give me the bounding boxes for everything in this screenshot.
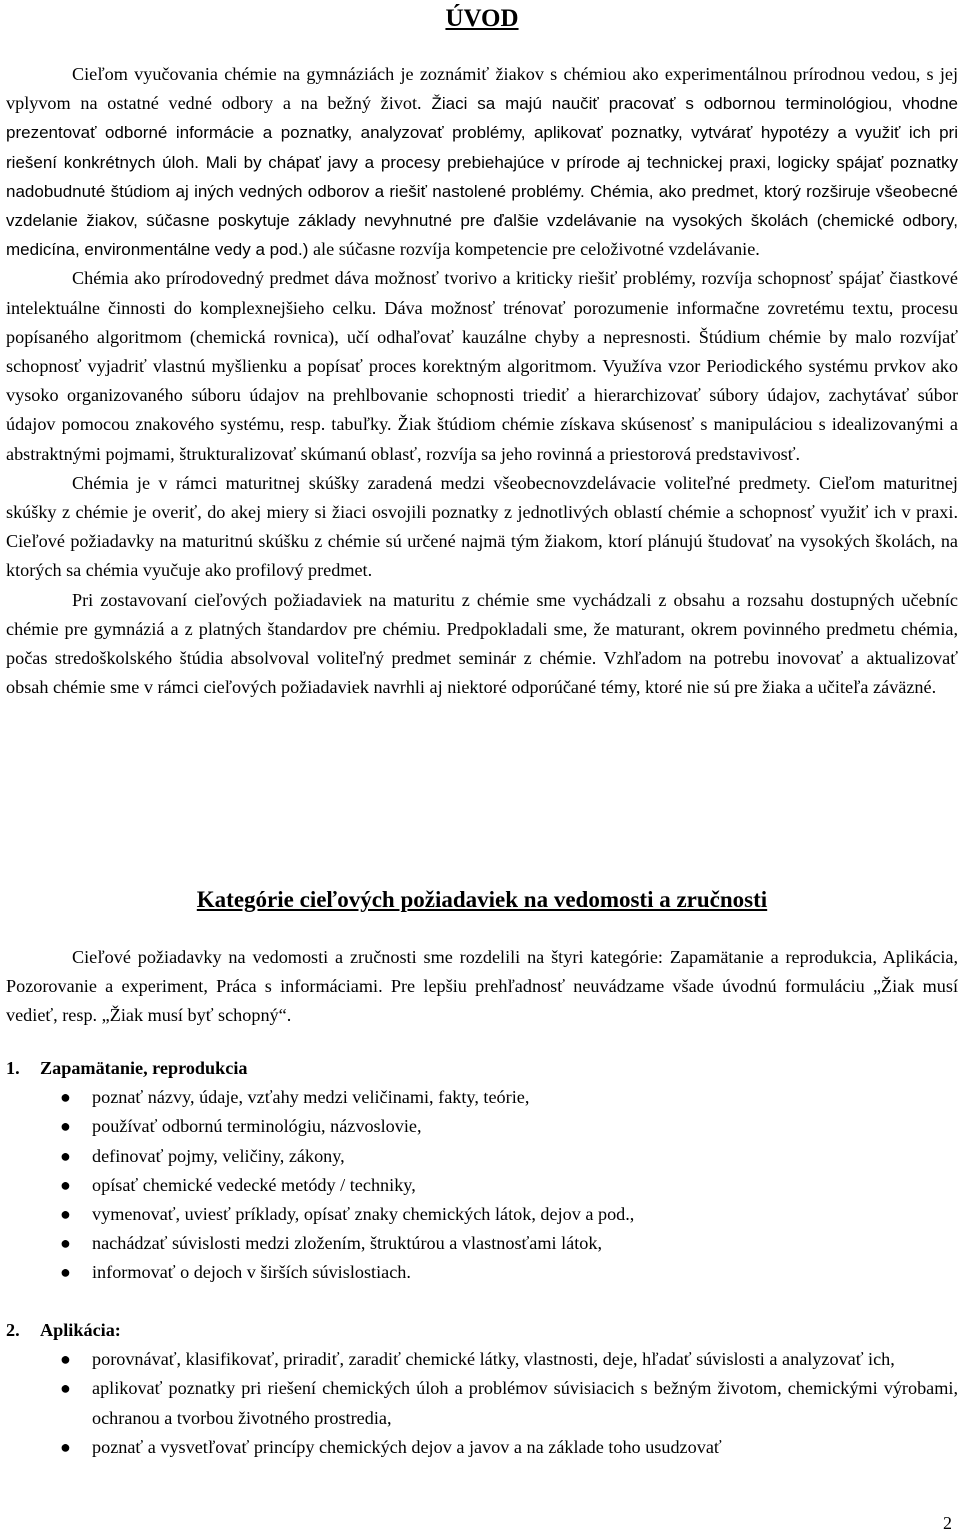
paragraph-1-serif-a: Cieľom vyučovania chémie na gymnáziách je zoznámiť žiakov s chémiou ako experimentálnou prírodnou vedou, s jej vplyvom na ostatné vedné odbory a na bežný život. [6,64,958,114]
category-2-list [6,1345,958,1462]
category-2-heading [6,1316,958,1345]
bullet-icon: ● [60,1087,71,1108]
section-intro-text: Cieľové požiadavky na vedomosti a zručnosti sme rozdelili na štyri kategórie: Zapamätanie a reprodukcia, Aplikácia, Pozorovanie a experiment, Práca s informáciami. Pre lepšiu prehľadnosť neuvádzame všade úvodnú formuláciu „Žiak musí vedieť, resp. „Žiak musí byť schopný“. [6,947,958,1026]
category-1 [6,1054,958,1288]
paragraph-1-sans: Žiaci sa majú naučiť pracovať s odbornou terminológiou, vhodne prezentovať odborné informácie a poznatky, analyzovať problémy, aplikovať poznatky, vytvárať hypotézy a využiť ich pri riešení konkrétnych úloh. Mali by chápať javy a procesy prebiehajúce v prírode aj technickej praxi, logicky spájať poznatky nadobudnuté štúdiom aj iných vedných odborov a riešiť nastolené problémy. Chémia, ako predmet, ktorý rozširuje všeobecné vzdelanie žiakov, súčasne poskytuje základy nevyhnutné pre ďalšie vzdelávanie na vysokých školách (chemické odbory, medicína, environmentálne vedy a pod.) [6,94,958,260]
category-2-number: 2. [6,1320,20,1340]
bullet-icon: ● [60,1204,71,1225]
introduction-body [6,60,958,702]
category-1-heading [6,1054,958,1083]
list-item-text: porovnávať, klasifikovať, priradiť, zaradiť chemické látky, vlastnosti, deje, hľadať súvislosti a analyzovať ich, [92,1349,895,1370]
list-item [6,1142,958,1171]
list-item [6,1200,958,1229]
list-item-text: opísať chemické vedecké metódy / techniky, [92,1174,416,1195]
list-item-text: nachádzať súvislosti medzi zložením, štruktúrou a vlastnosťami látok, [92,1233,603,1254]
list-item [6,1345,958,1374]
bullet-icon: ● [60,1145,71,1166]
list-item-text: aplikovať poznatky pri riešení chemických úloh a problémov súvisiacich s bežným životom, chemickými výrobami, ochranou a tvorbou životného prostredia, [92,1378,958,1428]
paragraph-1 [6,60,958,264]
category-2 [6,1316,958,1462]
bullet-icon: ● [60,1262,71,1283]
list-item-text: poznať a vysvetľovať princípy chemických dejov a javov a na základe toho usudzovať [92,1436,722,1457]
paragraph-4: Pri zostavovaní cieľových požiadaviek na maturitu z chémie sme vychádzali z obsahu a rozsahu dostupných učebníc chémie pre gymnáziá a z platných štandardov pre chémiu. Predpokladali sme, že maturant, okrem povinného predmetu chémia, počas stredoškolského štúdia absolvoval voliteľný predmet seminár z chémie. Vzhľadom na potrebu inovovať a aktualizovať obsah chémie sme v rámci cieľových požiadaviek navrhli aj niektoré odporúčané témy, ktoré nie sú pre žiaka a učiteľa záväzné. [6,589,958,698]
bullet-icon: ● [60,1116,71,1137]
list-item-text: informovať o dejoch v širších súvislostiach. [92,1262,411,1283]
list-item [6,1433,958,1462]
paragraph-2: Chémia ako prírodovedný predmet dáva možnosť tvorivo a kriticky riešiť problémy, rozvíja schopnosť spájať čiastkové intelektuálne činnosti do komplexnejšieho celku. Dáva možnosť trénovať porozumenie informačne zovretému textu, procesu popísaného algoritmom (chemická rovnica), učí odhaľovať kauzálne chyby a nepresnosti. Štúdium chémie by malo rozvíjať schopnosť vyjadriť vlastnú myšlienku a popísať proces korektným algoritmom. Využíva vzor Periodického systému prvkov ako vysoko organizovaného súboru údajov na prehlbovanie schopnosti triediť a hierarchizovať súbory údajov, zachytávať súbor údajov pomocou znakového systému, resp. tabuľky. Žiak štúdiom chémie získava skúsenosť s manipuláciou s idealizovanými a abstraktnými pojmami, štrukturalizovať skúmanú oblasť, rozvíja sa jeho rovinná a priestorová predstavivosť. [6,268,958,464]
page-number: 2 [943,1513,952,1533]
list-item [6,1374,958,1432]
paragraph-3: Chémia je v rámci maturitnej skúšky zaradená medzi všeobecnovzdelávacie voliteľné predmety. Cieľom maturitnej skúšky z chémie je overiť, do akej miery si žiaci osvojili poznatky z jednotlivých oblastí chémie a schopnosť využiť ich v praxi. Cieľové požiadavky na maturitnú skúšku z chémie sú určené najmä tým žiakom, ktorí plánujú študovať na vysokých školách, na ktorých sa chémia vyučuje ako profilový predmet. [6,472,958,581]
list-item [6,1229,958,1258]
list-item-text: poznať názvy, údaje, vzťahy medzi veličinami, fakty, teórie, [92,1087,530,1108]
bullet-icon: ● [60,1174,71,1195]
page-title: ÚVOD [445,5,519,32]
list-item-text: definovať pojmy, veličiny, zákony, [92,1145,345,1166]
bullet-icon: ● [60,1436,71,1457]
category-1-list [6,1083,958,1287]
bullet-icon: ● [60,1378,71,1399]
section-title: Kategórie cieľových požiadaviek na vedomosti a zručnosti [196,887,768,912]
bullet-icon: ● [60,1233,71,1254]
category-2-title: Aplikácia: [40,1320,121,1340]
bullet-icon: ● [60,1349,71,1370]
list-item [6,1083,958,1112]
list-item [6,1258,958,1287]
category-1-number: 1. [6,1058,20,1078]
list-item-text: vymenovať, uviesť príklady, opísať znaky chemických látok, dejov a pod., [92,1204,635,1225]
list-item [6,1112,958,1141]
category-1-title: Zapamätanie, reprodukcia [40,1058,248,1078]
paragraph-1-serif-b: ale súčasne rozvíja kompetencie pre celoživotné vzdelávanie. [308,239,760,260]
list-item-text: používať odbornú terminológiu, názvoslovie, [92,1116,422,1137]
section-intro [6,943,958,1031]
list-item [6,1171,958,1200]
